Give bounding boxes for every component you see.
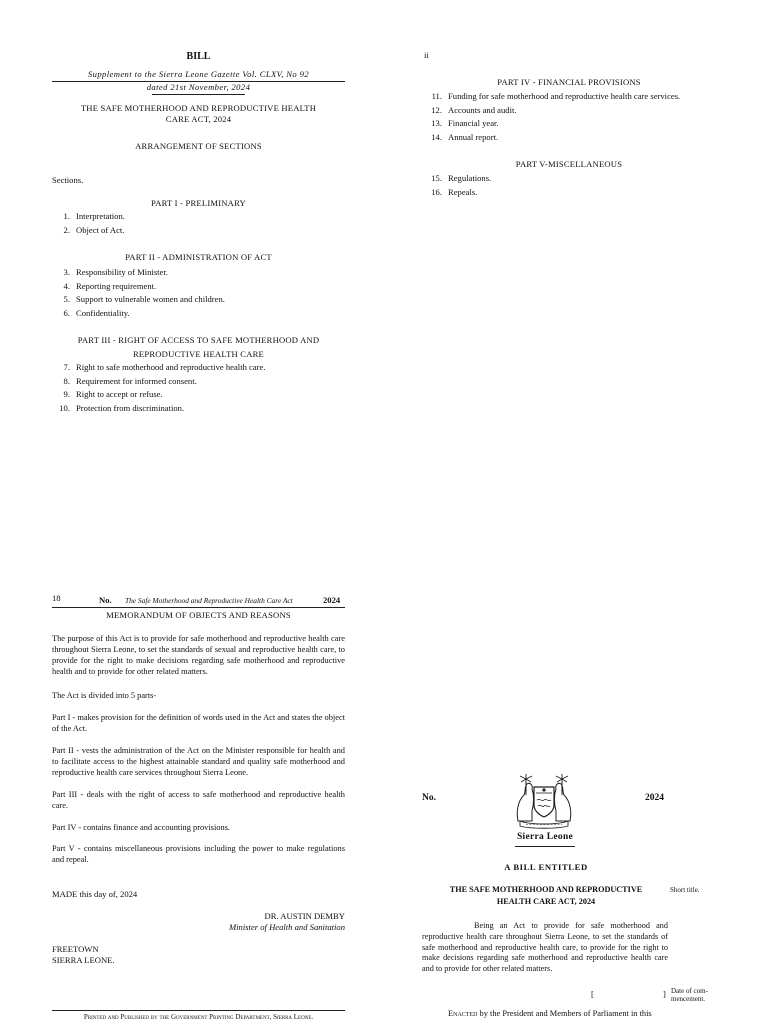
commencement-note [671,987,708,1003]
section-item: 3. Responsibility of Minister. [63,267,168,277]
part-5-list [420,173,720,203]
page-number: ii [424,50,429,60]
printer-line: Printed and Published by the Government Printing Department, Sierra Leone. [83,1013,314,1021]
enacting-clause [448,1009,652,1020]
gazette-short-rule [152,94,245,95]
memo-paragraph: Part V - contains miscellaneous provisions including the power to make regulations and repeal. [52,844,345,864]
memo-paragraph: Part I - makes provision for the definition of words used in the Act and states the object of the Act. [52,713,345,733]
memo-paragraph: The Act is divided into 5 parts- [52,691,157,700]
section-item: 12. Accounts and audit. [431,104,517,115]
enacted-rest: by the President and Members of Parliament in this [477,1009,652,1018]
gazette-line-1: Supplement to the Sierra Leone Gazette Vol. CLXV, No 92 [87,69,310,79]
memo-paragraph: The purpose of this Act is to provide for safe motherhood and reproductive health care throughout Sierra Leone, to set the standards of sexual and reproductive health care, to provide for the right to make decisions regarding safe motherhood and reproductive health and to provide for other related matters. [52,634,345,676]
bracket-close: ] [663,989,666,999]
bill-entitled: A BILL ENTITLED [504,862,588,872]
section-item: 8. Requirement for informed consent. [63,375,197,386]
part-3-list [48,362,348,418]
part-5-heading: PART V-MISCELLANEOUS [515,159,623,169]
bill-label: BILL [186,51,211,62]
bracket-open: [ [591,989,594,999]
preamble: Being an Act to provide for safe motherhood and reproductive health care throughout Sierra Leone, to set the standards of safe motherhood and reproductive health care, to provide for the right to make decisions regarding safe motherhood and reproductive health care and to provide for other related matters. [422,921,668,974]
part-2-heading: PART II - ADMINISTRATION OF ACT [125,252,272,262]
country-rule [515,846,575,847]
section-item: 15. Regulations. [431,173,492,183]
memo-paragraph: Part IV - contains finance and accounting provisions. [52,823,231,832]
part-4-list [420,91,720,147]
section-item: 10. Protection from discrimination. [59,402,185,413]
section-item: 2. Object of Act. [63,225,125,235]
section-item: 7. Right to safe motherhood and reproductive health care. [63,362,266,372]
section-item: 4. Reporting requirement. [63,280,157,291]
section-item: 5. Support to vulnerable women and children. [63,294,225,304]
sections-label: Sections. [52,175,84,185]
memo-paragraph: Part III - deals with the right of access to safe motherhood and reproductive health care. [52,790,345,810]
title-line-2: CARE ACT, 2024 [165,114,232,124]
made-line: MADE this day of, 2024 [52,889,138,899]
act-title-line-2: HEALTH CARE ACT, 2024 [496,897,596,906]
commencement-line-2: mencement. [671,995,706,1003]
printer-rule [52,1010,345,1011]
memo-title: MEMORANDUM OF OBJECTS AND REASONS [106,610,291,620]
year-label: 2024 [323,595,341,605]
section-item: 1. Interpretation. [63,211,125,221]
no-label: No. [422,793,436,803]
section-item: 9. Right to accept or refuse. [63,389,163,399]
header-rule [52,607,345,608]
running-title: The Safe Motherhood and Reproductive Health Care Act [125,596,293,605]
signatory-title: Minister of Health and Sanitation [228,922,345,932]
section-item: 16. Repeals. [431,186,478,197]
coat-of-arms-icon [512,773,576,829]
section-item: 6. Confidentiality. [63,307,130,318]
part-1-list [48,211,348,241]
part-1-heading: PART I - PRELIMINARY [151,198,246,208]
page-number: 18 [52,593,61,603]
act-title-line-1: THE SAFE MOTHERHOOD AND REPRODUCTIVE [449,885,643,894]
enacted-word: Enacted [448,1009,478,1018]
title-line-1: THE SAFE MOTHERHOOD AND REPRODUCTIVE HEALTH [80,103,317,113]
part-2-list [48,267,348,323]
part-3-heading-line-1: PART III - RIGHT OF ACCESS TO SAFE MOTHERHOOD AND [77,335,320,345]
short-title-note: Short title. [670,886,700,894]
no-label: No. [99,595,112,605]
section-item: 14. Annual report. [431,131,499,142]
commencement-line-1: Date of com- [671,987,708,995]
signatory-name: DR. AUSTIN DEMBY [264,911,345,921]
place-line-2: SIERRA LEONE. [52,955,115,965]
country-name: Sierra Leone [516,832,574,842]
section-item: 11. Funding for safe motherhood and reproductive health care services. [431,91,681,101]
memo-paragraph: Part II - vests the administration of the Act on the Minister responsible for health and to facilitate access to the highest attainable standard and quality safe motherhood and reproductive health care services throughout Sierra Leone. [52,746,345,777]
year-label: 2024 [645,793,664,803]
gazette-line-2: dated 21st November, 2024 [146,82,251,92]
part-4-heading: PART IV - FINANCIAL PROVISIONS [497,77,641,87]
part-3-heading-line-2: REPRODUCTIVE HEALTH CARE [132,349,264,359]
section-item: 13. Financial year. [431,118,499,128]
place-line-1: FREETOWN [52,944,99,954]
arrangement-heading: ARRANGEMENT OF SECTIONS [135,141,262,151]
